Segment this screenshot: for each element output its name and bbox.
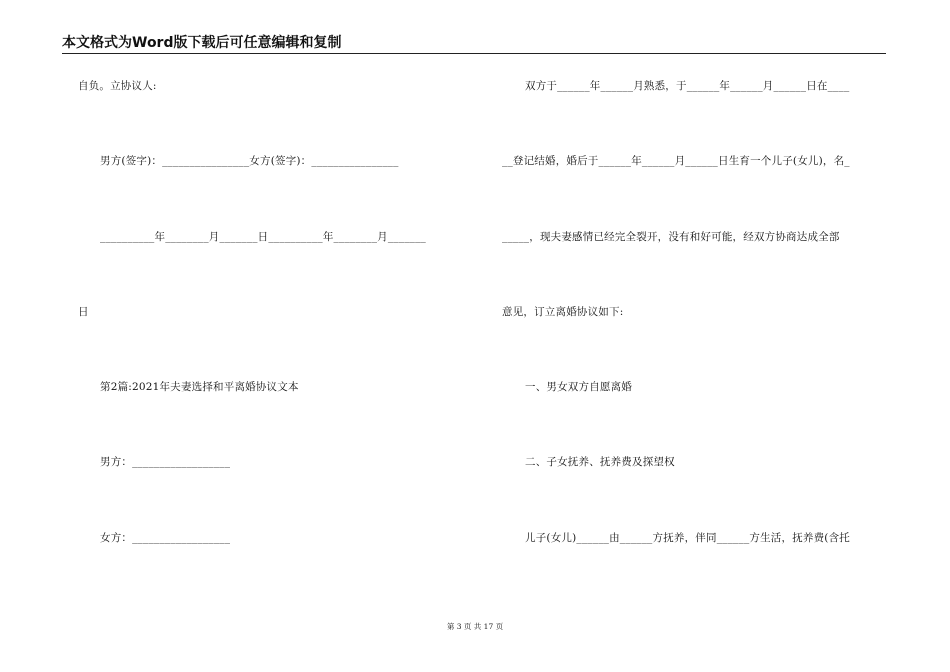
left-line-3: __________年________月_______日__________年________月_______ xyxy=(100,231,426,243)
right-line-4: 意见，订立离婚协议如下: xyxy=(502,306,624,318)
page-header-title: 本文格式为Word版下载后可任意编辑和复制 xyxy=(62,35,342,51)
left-line-1: 自负。立协议人: xyxy=(78,80,157,92)
page-footer: 第 3 页 共 17 页 xyxy=(446,622,504,631)
left-line-2: 男方(签字)：________________女方(签字)：________________ xyxy=(100,155,399,167)
left-line-5: 第2篇:2021年夫妻选择和平离婚协议文本 xyxy=(100,381,299,393)
left-line-4: 日 xyxy=(78,306,89,318)
left-line-6: 男方：__________________ xyxy=(100,456,231,468)
right-line-2: __登记结婚，婚后于______年______月______日生育一个儿子(女儿)，名_ xyxy=(502,155,850,167)
header-rule xyxy=(62,53,886,54)
right-line-1: 双方于______年______月熟悉，于______年______月______日在____ xyxy=(525,80,850,92)
right-line-5: 一、男女双方自愿离婚 xyxy=(525,381,632,393)
left-line-7: 女方：__________________ xyxy=(100,532,231,544)
right-line-6: 二、子女抚养、抚养费及探望权 xyxy=(525,456,675,468)
right-line-3: _____，现夫妻感情已经完全裂开，没有和好可能，经双方协商达成全部 xyxy=(502,231,840,243)
right-line-7: 儿子(女儿)______由______方抚养，伴同______方生活，抚养费(含托 xyxy=(525,532,850,544)
